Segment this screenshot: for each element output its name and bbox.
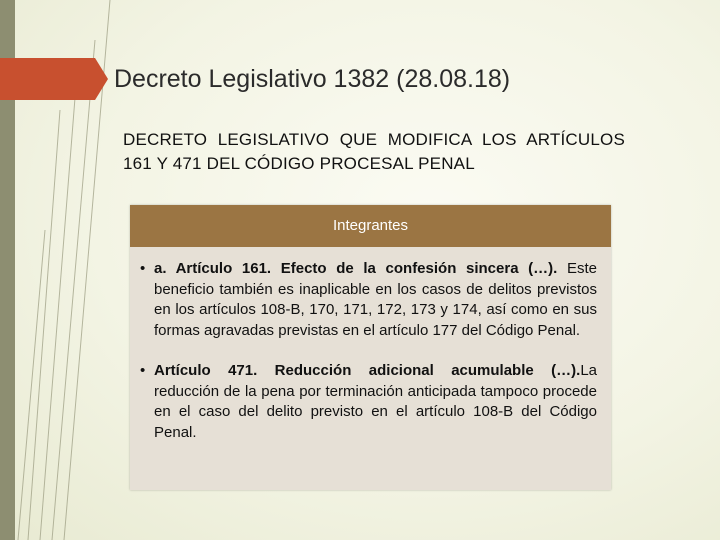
title-accent-arrow (0, 58, 108, 100)
item-heading: a. Artículo 161. Efecto de la confesión sincera (…). (154, 260, 558, 277)
slide-title: Decreto Legislativo 1382 (28.08.18) (114, 65, 511, 93)
list-item (140, 361, 597, 443)
slide-subtitle: DECRETO LEGISLATIVO QUE MODIFICA LOS ARTÍCULOS 161 Y 471 DEL CÓDIGO PROCESAL PENAL (123, 130, 625, 173)
list-item (140, 259, 597, 341)
bullet: • (140, 260, 146, 277)
item-heading: Artículo 471. Reducción adicional acumulable (…). (154, 362, 581, 379)
bullet: • (140, 362, 146, 379)
table-body (130, 247, 611, 443)
item-text: Este beneficio también es inaplicable en los casos de delitos previstos en los artículos 108-B, 170, 171, 172, 173 y 174, así como en sus formas agravadas previstas en el artículo 177 del Código Penal. (154, 260, 597, 339)
item-text: La reducción de la pena por terminación anticipada tampoco procede en el caso del delito previsto en el artículo 108-B del Código Penal. (154, 362, 597, 441)
table-header: Integrantes (130, 205, 611, 247)
content-table (130, 205, 611, 490)
